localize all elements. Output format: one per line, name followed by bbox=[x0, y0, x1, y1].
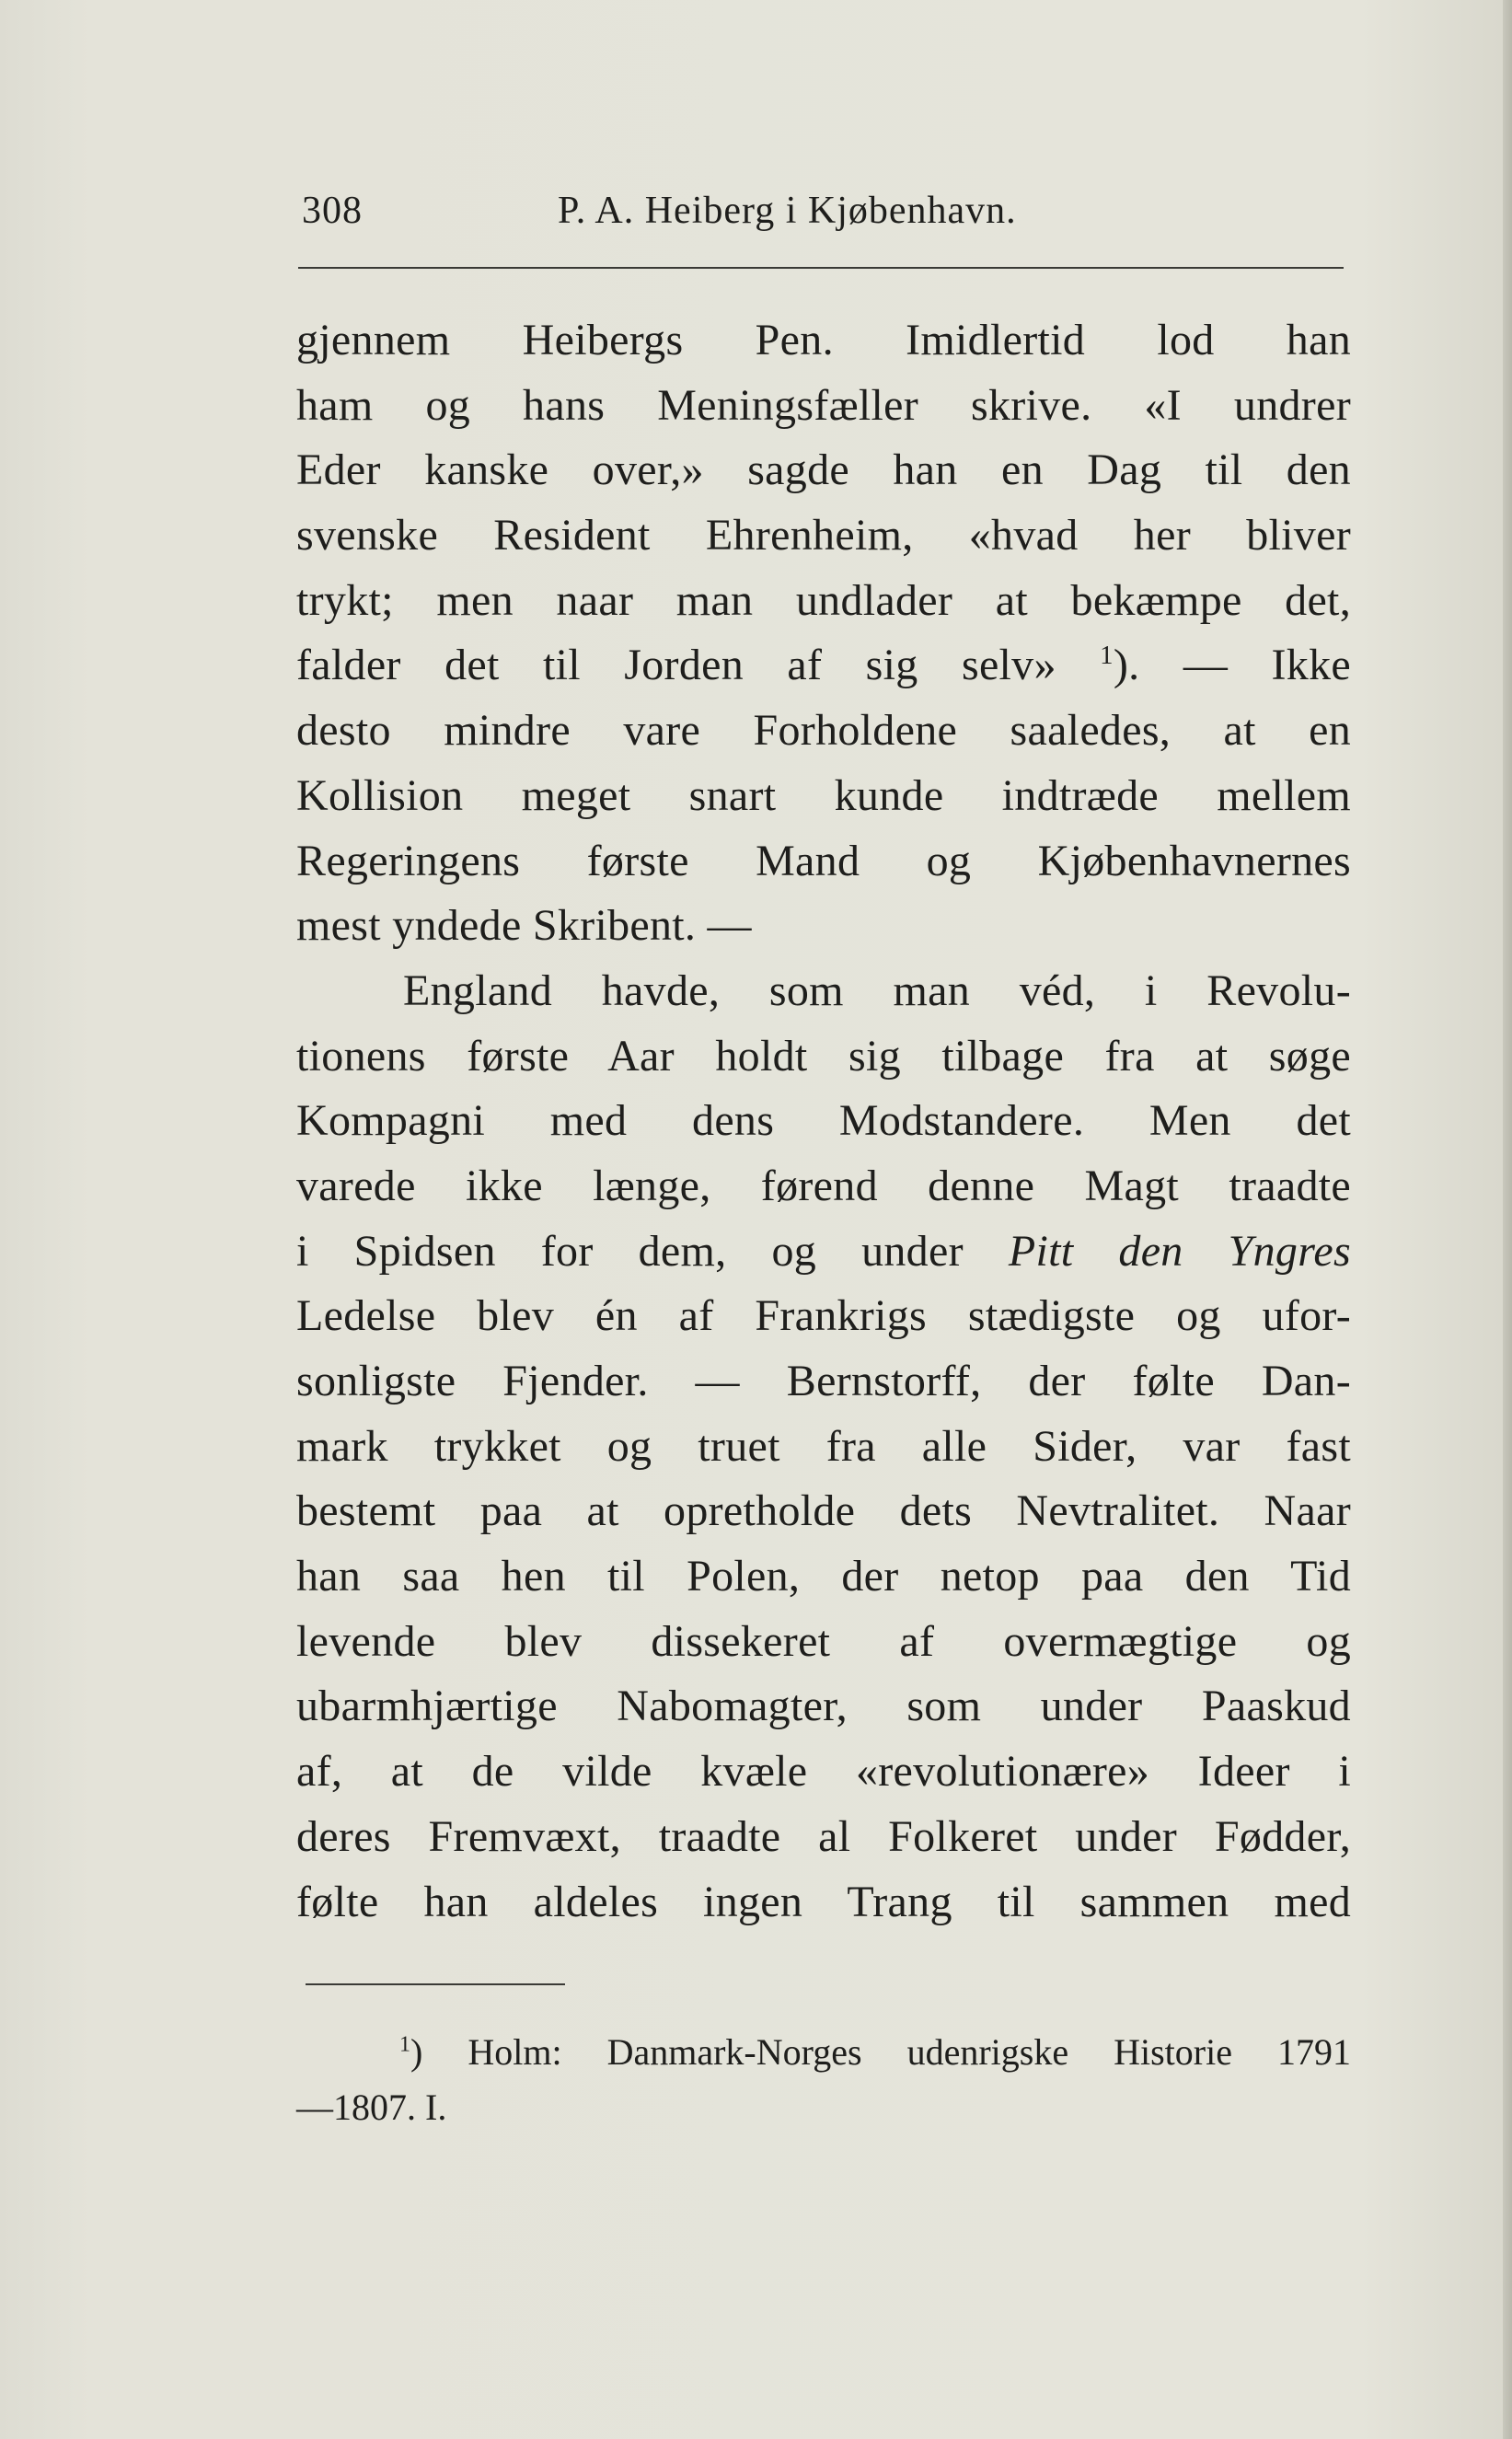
footnote-reference[interactable]: 1 bbox=[1100, 641, 1114, 671]
text-line: han saa hen til Polen, der netop paa den Tid bbox=[296, 1552, 1351, 1601]
text-line: ubarmhjærtige Nabomagter, som under Paaskud bbox=[296, 1682, 1351, 1731]
footnote-rule bbox=[306, 1983, 565, 1985]
text-line: sonligste Fjender. — Bernstorff, der følte Dan- bbox=[296, 1357, 1351, 1405]
page-header bbox=[298, 189, 1344, 244]
text-line: tionens første Aar holdt sig tilbage fra at søge bbox=[296, 1031, 1351, 1081]
footnote-line: —1807. I. bbox=[296, 2086, 447, 2128]
text-line: desto mindre vare Forholdene saaledes, at en bbox=[296, 706, 1351, 756]
text-line-start: i Spidsen for dem, og under bbox=[296, 1226, 964, 1276]
text-line: trykt; men naar man undlader at bekæmpe det, bbox=[296, 575, 1351, 625]
text-line: Kollision meget snart kunde indtræde mellem bbox=[296, 770, 1351, 820]
text-line: Kompagni med dens Modstandere. Men det bbox=[296, 1096, 1351, 1146]
text-line-with-footnote bbox=[296, 633, 1351, 699]
footnotes bbox=[296, 2025, 1351, 2135]
text-line-start: falder det til Jorden af sig selv» bbox=[296, 641, 1056, 690]
paragraph-start-line: England havde, som man véd, i Revolu- bbox=[403, 965, 1351, 1015]
footnote-text: ) Holm: Danmark-Norges udenrigske Historie 1791 bbox=[410, 2031, 1351, 2073]
text-line: bestemt paa at opretholde dets Nevtralitet. Naar bbox=[296, 1486, 1351, 1536]
text-line: Regeringens første Mand og Kjøbenhavnernes bbox=[296, 836, 1351, 885]
text-line: Ledelse blev én af Frankrigs stædigste og ufor- bbox=[296, 1291, 1351, 1341]
footnote-marker: 1 bbox=[399, 2032, 410, 2057]
text-line: følte han aldeles ingen Trang til sammen med bbox=[296, 1877, 1351, 1926]
header-rule bbox=[298, 267, 1344, 269]
text-line: Eder kanske over,» sagde han en Dag til den bbox=[296, 445, 1351, 495]
text-line: levende blev dissekeret af overmægtige og bbox=[296, 1616, 1351, 1666]
footnote-line bbox=[296, 2025, 1351, 2080]
text-line: af, at de vilde kvæle «revolutionære» Ideer i bbox=[296, 1747, 1351, 1797]
text-line: varede ikke længe, førend denne Magt traadte bbox=[296, 1161, 1351, 1210]
running-head: P. A. Heiberg i Kjøbenhavn. bbox=[558, 190, 1017, 232]
text-line: svenske Resident Ehrenheim, «hvad her bliver bbox=[296, 511, 1351, 561]
text-line: mark trykket og truet fra alle Sider, var fast bbox=[296, 1421, 1351, 1471]
page-edge-shadow bbox=[1503, 0, 1512, 2439]
italic-name: Pitt den Yngres bbox=[1008, 1226, 1351, 1276]
body-text bbox=[296, 308, 1351, 1935]
text-line: ham og hans Meningsfæller skrive. «I undrer bbox=[296, 380, 1351, 430]
text-line-end: ). — Ikke bbox=[1113, 641, 1351, 690]
text-line: gjennem Heibergs Pen. Imidlertid lod han bbox=[296, 316, 1351, 364]
text-line-with-italic bbox=[296, 1220, 1351, 1285]
page-number: 308 bbox=[302, 190, 363, 232]
text-line: deres Fremvæxt, traadte al Folkeret under Fødder, bbox=[296, 1811, 1351, 1861]
text-line: mest yndede Skribent. — bbox=[296, 901, 752, 951]
